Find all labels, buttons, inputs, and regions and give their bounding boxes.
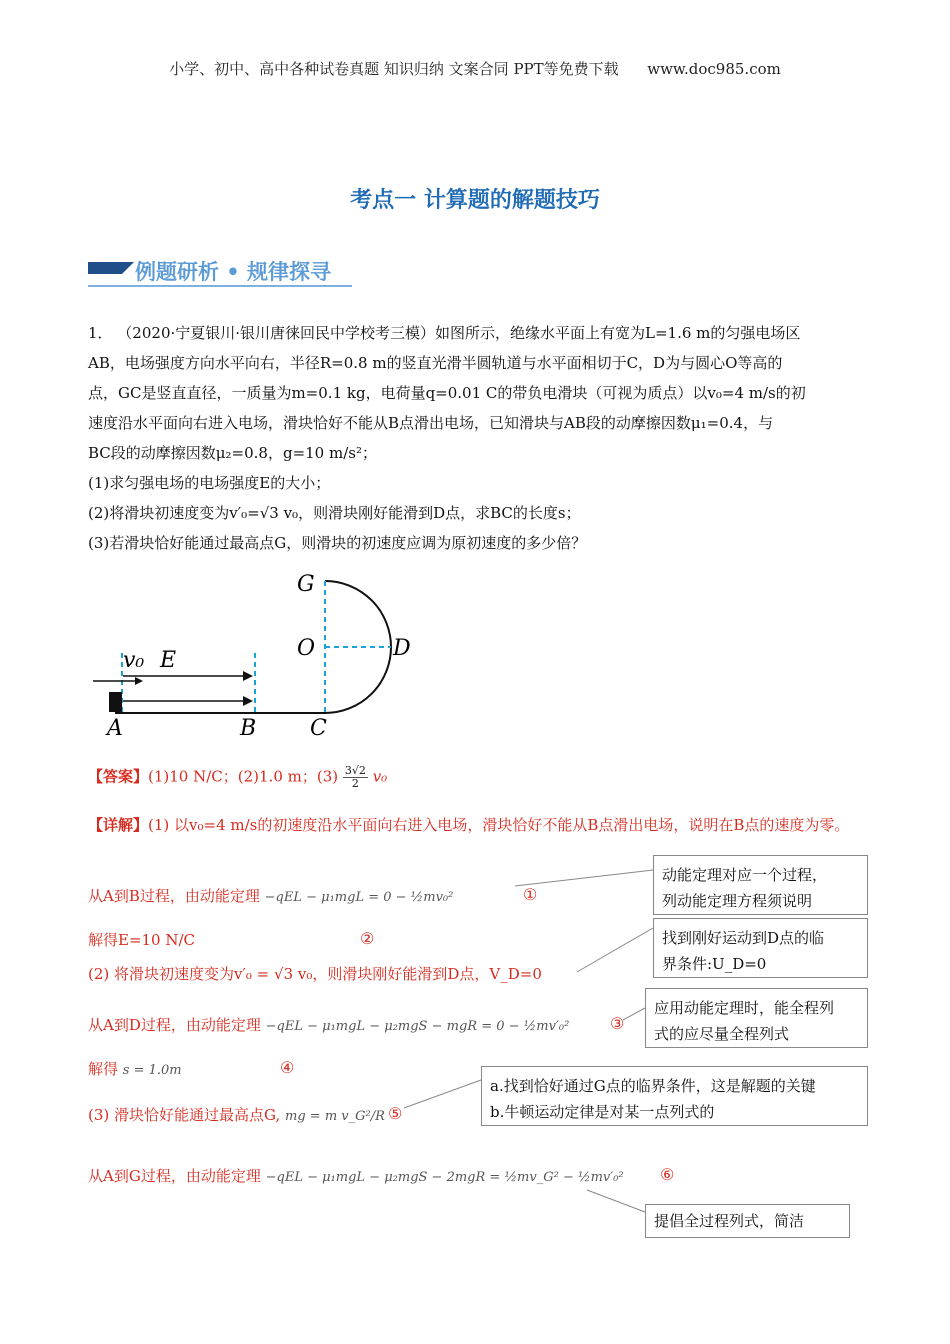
note-2-line-a: 找到刚好运动到D点的临 [662, 929, 825, 947]
connector-3 [623, 1008, 645, 1020]
circle-3: ③ [610, 1014, 625, 1033]
callout-note-4 [481, 1066, 868, 1126]
callout-note-1 [653, 855, 868, 915]
label-v0: v₀ [123, 648, 145, 673]
formula-4: −qEL − μ₁mgL − μ₂mgS − mgR = 0 − ½mv′₀² [265, 1019, 570, 1034]
label-b: B [240, 716, 257, 741]
answer-frac-den: 2 [351, 777, 359, 790]
formula-7: −qEL − μ₁mgL − μ₂mgS − 2mgR = ½mv_G² − ½mv′₀² [265, 1170, 624, 1185]
step-2: 解得E=10 N/C [88, 931, 196, 949]
connector-1 [515, 870, 653, 886]
detail-p1: (1) 以v₀=4 m/s的初速度沿水平面向右进入电场，滑块恰好不能从B点滑出电场，说明在B点的速度为零。 [148, 816, 850, 834]
answer-prefix: 【答案】 [88, 767, 149, 786]
formula-6: mg = m v_G²/R [285, 1109, 385, 1124]
question-sub-3: (3)若滑块恰好能通过最高点G，则滑块的初速度应调为原初速度的多少倍？ [88, 534, 587, 552]
page-title: 考点一 计算题的解题技巧 [350, 188, 600, 213]
question-line-2: AB，电场强度方向水平向右，半径R=0.8 m的竖直光滑半圆轨道与水平面相切于C，D为与圆心O等高的 [88, 354, 783, 372]
question-sub-1: (1)求匀强电场的电场强度E的大小； [88, 474, 331, 492]
step-4-text: 从A到D过程，由动能定理 [88, 1016, 261, 1034]
note-3-line-b: 式的应尽量全程列式 [654, 1025, 790, 1043]
circle-5: ⑤ [388, 1104, 403, 1123]
callout-note-3 [645, 988, 868, 1048]
circle-6: ⑥ [660, 1165, 675, 1184]
note-2-line-b: 界条件:U_D=0 [662, 955, 767, 973]
callout-note-5: 提倡全过程列式，简洁 [645, 1204, 850, 1238]
note-1-line-a: 动能定理对应一个过程， [662, 866, 828, 884]
note-1-line-b: 列动能定理方程须说明 [662, 892, 813, 910]
circle-1: ① [523, 885, 538, 904]
connector-5 [587, 1190, 645, 1212]
label-d: D [393, 636, 411, 661]
label-o: O [297, 636, 316, 661]
step-7-text: 从A到G过程，由动能定理 [88, 1167, 261, 1185]
callout-note-2 [653, 918, 868, 978]
question-line-1: 1． （2020·宁夏银川·银川唐徕回民中学校考三模）如图所示，绝缘水平面上有宽为L=1.6 m的匀强电场区 [88, 324, 801, 342]
question-line-3: 点，GC是竖直直径，一质量为m=0.1 kg，电荷量q=0.01 C的带负电滑块（可视为质点）以v₀=4 m/s的初 [88, 384, 806, 402]
formula-1: −qEL − μ₁mgL = 0 − ½mv₀² [264, 890, 454, 905]
label-g: G [297, 572, 315, 597]
header-text: 小学、初中、高中各种试卷真题 知识归纳 文案合同 PPT等免费下载 [169, 60, 619, 78]
formula-5: s = 1.0m [122, 1063, 182, 1078]
answer-tail: v₀ [372, 767, 388, 786]
question-line-4: 速度沿水平面向右进入电场，滑块恰好不能从B点滑出电场，已知滑块与AB段的动摩擦因数μ₁=0.4，与 [88, 414, 774, 432]
header-url[interactable]: www.doc985.com [647, 60, 781, 78]
label-c: C [310, 716, 327, 741]
connector-2 [577, 928, 653, 972]
step-1-text: 从A到B过程，由动能定理 [88, 887, 260, 905]
section-title: 例题研析 • 规律探寻 [135, 260, 332, 284]
label-a: A [107, 716, 123, 741]
answer-text: (1)10 N/C；(2)1.0 m；(3) [148, 767, 339, 786]
question-line-5: BC段的动摩擦因数μ₂=0.8，g=10 m/s²； [88, 444, 377, 462]
circle-4: ④ [280, 1058, 295, 1077]
detail-prefix: 【详解】 [88, 816, 149, 834]
step-5-text: 解得 [88, 1060, 119, 1078]
connector-4 [404, 1080, 481, 1108]
step-6-text: (3) 滑块恰好能通过最高点G, [88, 1106, 281, 1124]
question-sub-2: (2)将滑块初速度变为v′₀=√3 v₀，则滑块刚好能滑到D点，求BC的长度s； [88, 504, 581, 522]
label-e: E [160, 648, 177, 673]
note-4-line-b: b.牛顿运动定律是对某一点列式的 [490, 1103, 715, 1121]
step-3: (2) 将滑块初速度变为v′₀ = √3 v₀，则滑块刚好能滑到D点，V_D=0 [88, 965, 542, 983]
circle-2: ② [360, 929, 375, 948]
note-4-line-a: a.找到恰好通过G点的临界条件，这是解题的关键 [490, 1077, 816, 1095]
answer-frac-num: 3√2 [344, 764, 366, 777]
note-3-line-a: 应用动能定理时，能全程列 [654, 999, 835, 1017]
